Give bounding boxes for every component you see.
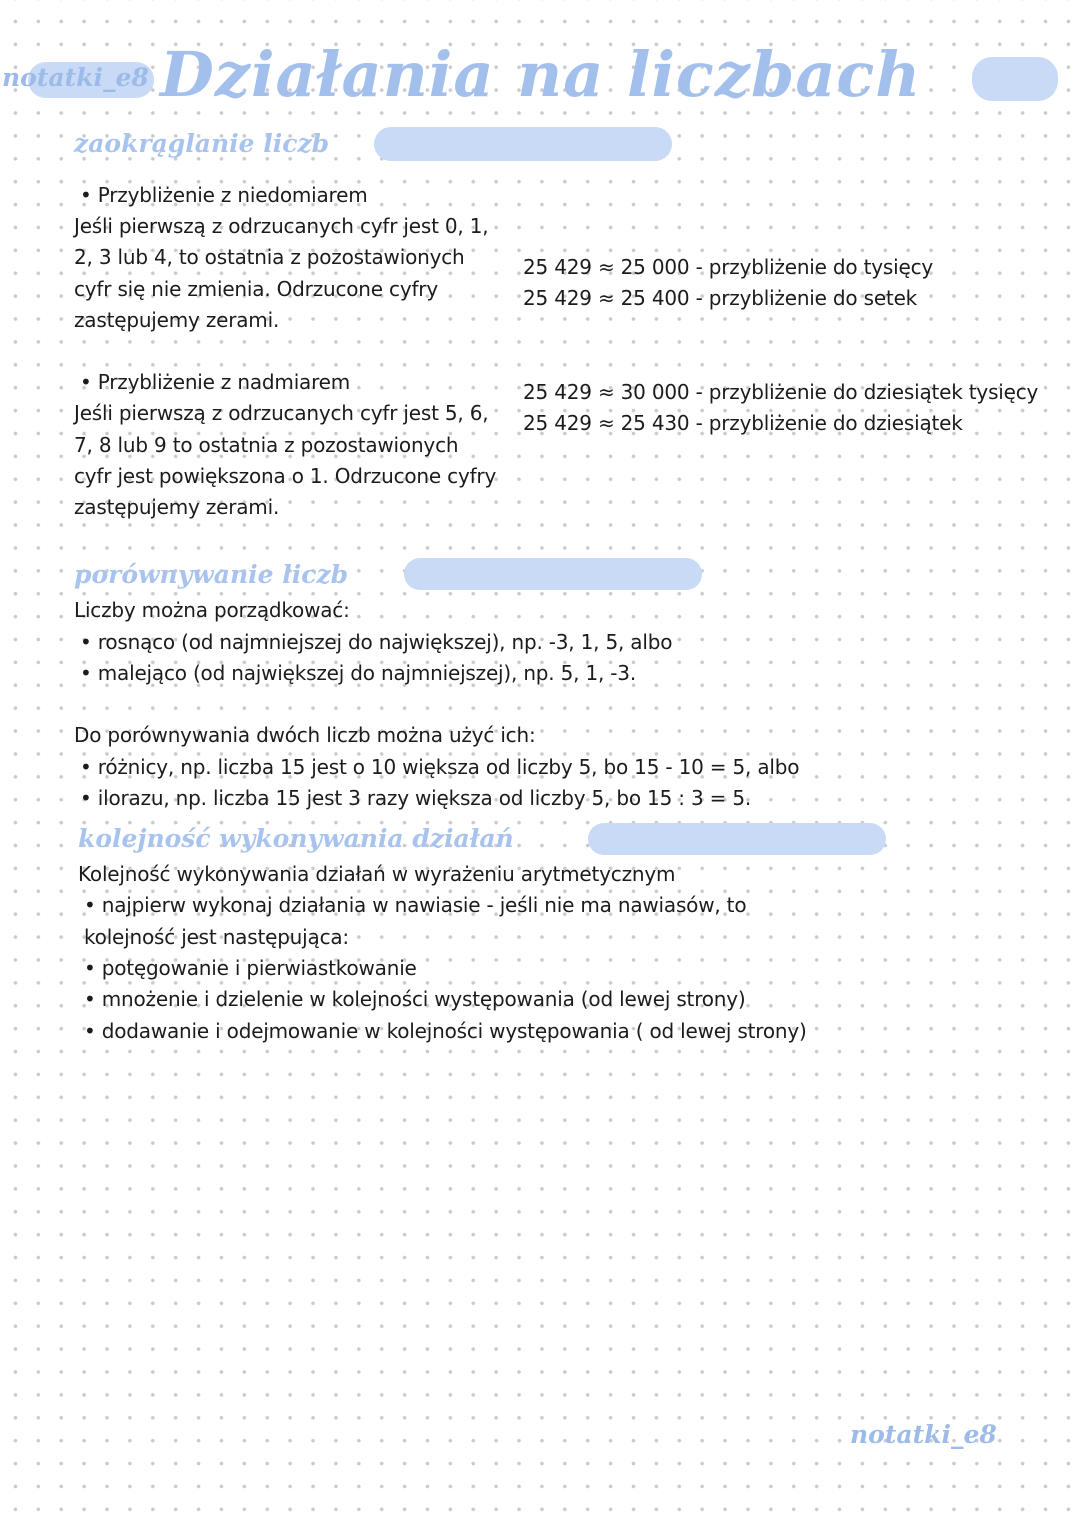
comparing-compare-item-2: • ilorazu, np. liczba 15 jest 3 razy większa od liczby 5, bo 15 : 3 = 5.	[80, 786, 752, 810]
section-heading-comparing: porównywanie liczb	[74, 560, 349, 589]
page-title: Działania na liczbach	[160, 38, 922, 111]
comparing-compare-intro: Do porównywania dwóch liczb można użyć ich:	[74, 723, 536, 747]
rounding-lower-text-2: 2, 3 lub 4, to ostatnia z pozostawionych	[74, 245, 465, 269]
order-first-item: • najpierw wykonaj działania w nawiasie - jeśli nie ma nawiasów, to	[84, 893, 747, 917]
rounding-upper-text-4: zastępujemy zerami.	[74, 495, 280, 519]
order-item-3: • dodawanie i odejmowanie w kolejności występowania ( od lewej strony)	[84, 1019, 807, 1043]
rounding-upper-text-2: 7, 8 lub 9 to ostatnia z pozostawionych	[74, 433, 459, 457]
rounding-upper-example-2: 25 429 ≈ 25 430 - przybliżenie do dziesiątek	[523, 411, 963, 435]
rounding-lower-text-3: cyfr się nie zmienia. Odrzucone cyfry	[74, 277, 438, 301]
order-item-1: • potęgowanie i pierwiastkowanie	[84, 956, 417, 980]
rounding-upper-example-1: 25 429 ≈ 30 000 - przybliżenie do dziesiątek tysięcy	[523, 380, 1039, 404]
rounding-lower-example-1: 25 429 ≈ 25 000 - przybliżenie do tysięcy	[523, 255, 934, 279]
section-heading-order: kolejność wykonywania działań	[78, 824, 514, 853]
rounding-lower-bullet: • Przybliżenie z niedomiarem	[80, 183, 368, 207]
section-rounding-pill	[374, 127, 672, 161]
rounding-lower-text-4: zastępujemy zerami.	[74, 308, 280, 332]
rounding-lower-text-1: Jeśli pierwszą z odrzucanych cyfr jest 0, 1,	[74, 214, 489, 238]
section-heading-rounding: zaokrąglanie liczb	[74, 129, 330, 158]
rounding-upper-text-1: Jeśli pierwszą z odrzucanych cyfr jest 5, 6,	[74, 401, 489, 425]
rounding-lower-example-2: 25 429 ≈ 25 400 - przybliżenie do setek	[523, 286, 918, 310]
order-item-2: • mnożenie i dzielenie w kolejności występowania (od lewej strony)	[84, 987, 746, 1011]
rounding-upper-bullet: • Przybliżenie z nadmiarem	[80, 370, 351, 394]
section-order-pill	[588, 823, 886, 855]
rounding-upper-text-3: cyfr jest powiększona o 1. Odrzucone cyfry	[74, 464, 497, 488]
section-comparing-pill	[404, 558, 702, 590]
comparing-order-item-2: • malejąco (od największej do najmniejszej), np. 5, 1, -3.	[80, 661, 636, 685]
comparing-compare-item-1: • różnicy, np. liczba 15 jest o 10 większa od liczby 5, bo 15 - 10 = 5, albo	[80, 755, 800, 779]
footer-watermark: notatki_e8	[850, 1420, 997, 1449]
comparing-intro: Liczby można porządkować:	[74, 598, 350, 622]
order-intro: Kolejność wykonywania działań w wyrażeniu arytmetycznym	[78, 862, 676, 886]
comparing-order-item-1: • rosnąco (od najmniejszej do największej), np. -3, 1, 5, albo	[80, 630, 673, 654]
header-title-pill	[972, 57, 1058, 101]
order-first-item-cont: kolejność jest następująca:	[84, 925, 349, 949]
header-watermark: notatki_e8	[2, 63, 149, 92]
